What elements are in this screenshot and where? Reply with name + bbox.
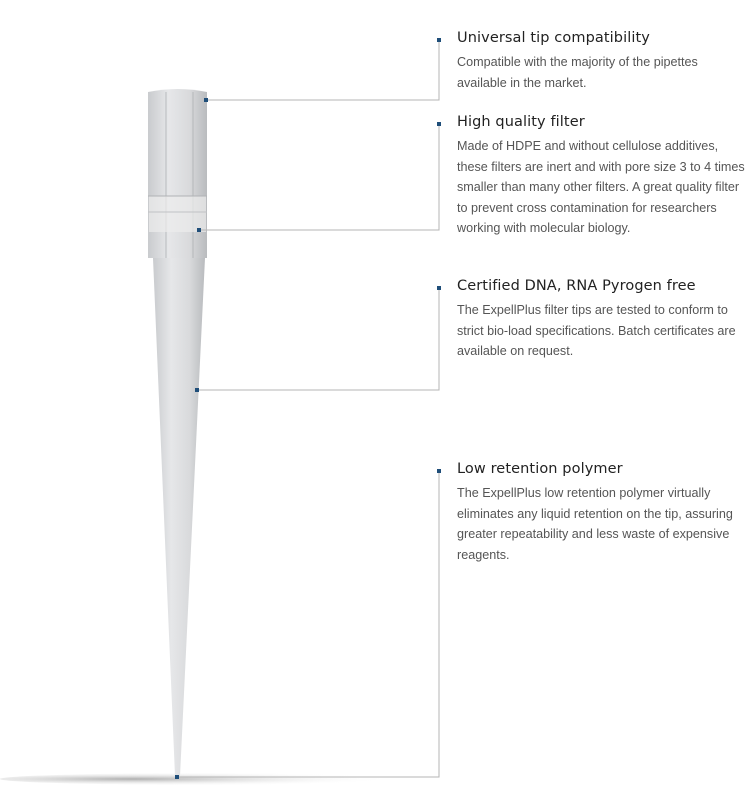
feature-description: The ExpellPlus filter tips are tested to conform to strict bio-load specifications. Batch certificates are available on request.	[457, 303, 736, 358]
feature-low-retention	[457, 461, 746, 565]
tip-cone	[153, 258, 205, 776]
feature-universal-tip	[457, 30, 746, 93]
tip-collar	[148, 89, 207, 258]
feature-description: Made of HDPE and without cellulose additives, these filters are inert and with pore size 3 to 4 times smaller than many other filters. A great quality filter to prevent cross contamination for researchers working with molecular biology.	[457, 139, 745, 235]
feature-title: Certified DNA, RNA Pyrogen free	[457, 278, 696, 294]
feature-description: Compatible with the majority of the pipettes available in the market.	[457, 55, 698, 90]
feature-description: The ExpellPlus low retention polymer virtually eliminates any liquid retention on the tip, assuring greater repeatability and less waste of expensive reagents.	[457, 486, 733, 562]
feature-filter	[457, 114, 746, 239]
feature-title: Universal tip compatibility	[457, 30, 650, 46]
tip-shadow	[0, 773, 440, 785]
connector-lines	[177, 40, 439, 777]
feature-title: High quality filter	[457, 114, 585, 130]
feature-title: Low retention polymer	[457, 461, 623, 477]
feature-certified	[457, 278, 746, 362]
connector-markers	[175, 38, 441, 779]
